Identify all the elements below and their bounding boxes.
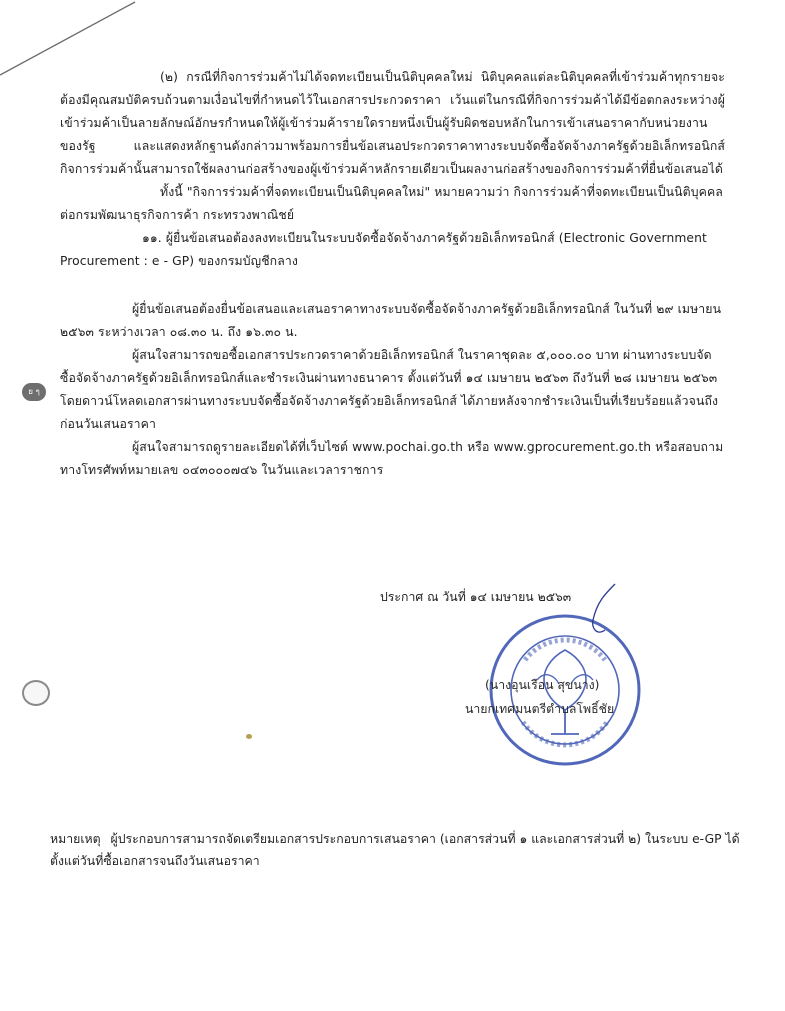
signatory-title: นายกเทศมนตรีตำบลโพธิ์ชัย	[465, 702, 615, 716]
paragraph-submission-date: ผู้ยื่นข้อเสนอต้องยื่นข้อเสนอและเสนอราคาทางระบบจัดซื้อจัดจ้างภาครัฐด้วยอิเล็กทรอนิกส์ ในวันที่ ๒๙ เมษายน ๒๕๖๓ ระหว่างเวลา ๐๘.๓๐ น. ถึง ๑๖.๓๐ น.	[60, 302, 722, 339]
paragraph-joint-venture: (๒) กรณีที่กิจการร่วมค้าไม่ได้จดทะเบียนเป็นนิติบุคคลใหม่ นิติบุคคลแต่ละนิติบุคคลที่เข้าร่วมค้าทุกรายจะต้องมีคุณสมบัติครบถ้วนตามเงื่อนไขที่กำหนดไว้ในเอกสารประกวดราคา เว้นแต่ในกรณีที่กิจการร่วมค้าได้มีข้อตกลงระหว่างผู้เข้าร่วมค้าเป็นลายลักษณ์อักษรกำหนดให้ผู้เข้าร่วมค้ารายใดรายหนึ่งเป็นผู้รับผิดชอบหลักในการเข้าเสนอราคากับหน่วยงานของรัฐ และแสดงหลักฐานดังกล่าวมาพร้อมการยื่นข้อเสนอประกวดราคาทางระบบจัดซื้อจัดจ้างภาครัฐด้วยอิเล็กทรอนิกส์ กิจการร่วมค้านั้นสามารถใช้ผลงานก่อสร้างของผู้เข้าร่วมค้าหลักรายเดียวเป็นผลงานก่อสร้างของกิจการร่วมค้าที่ยื่นข้อเสนอได้	[60, 70, 725, 176]
paragraph-purchase-documents: ผู้สนใจสามารถขอซื้อเอกสารประกวดราคาด้วยอิเล็กทรอนิกส์ ในราคาชุดละ ๕,๐๐๐.๐๐ บาท ผ่านทางระบบจัดซื้อจัดจ้างภาครัฐด้วยอิเล็กทรอนิกส์และชำระเงินผ่านทางธนาคาร ตั้งแต่วันที่ ๑๔ เมษายน ๒๕๖๓ ถึงวันที่ ๒๘ เมษายน ๒๕๖๓ โดยดาวน์โหลดเอกสารผ่านทางระบบจัดซื้อจัดจ้างภาครัฐด้วยอิเล็กทรอนิกส์ ได้ภายหลังจากชำระเงินเป็นที่เรียบร้อยแล้วจนถึงก่อนวันเสนอราคา	[60, 348, 719, 431]
paragraph-definition: ทั้งนี้ "กิจการร่วมค้าที่จดทะเบียนเป็นนิติบุคคลใหม่" หมายความว่า กิจการร่วมค้าที่จดทะเบียนเป็นนิติบุคคลต่อกรมพัฒนาธุรกิจการค้า กระทรวงพาณิชย์	[60, 185, 723, 222]
footnote-text: ผู้ประกอบการสามารถจัดเตรียมเอกสารประกอบการเสนอราคา (เอกสารส่วนที่ ๑ และเอกสารส่วนที่ ๒) ในระบบ e-GP ได้ตั้งแต่วันที่ซื้อเอกสารจนถึงวันเสนอราคา	[50, 832, 740, 868]
stray-ink-mark	[246, 734, 252, 739]
body-text	[60, 66, 725, 482]
signatory-name: (นางอุนเรือน สุขนาง)	[485, 678, 600, 692]
signature-block	[380, 588, 700, 788]
footnote-label: หมายเหตุ	[50, 832, 101, 846]
handwritten-signature	[575, 580, 635, 640]
punch-hole	[22, 680, 50, 706]
paragraph-contact: ผู้สนใจสามารถดูรายละเอียดได้ที่เว็บไซต์ www.pochai.go.th หรือ www.gprocurement.go.th หรือสอบถามทางโทรศัพท์หมายเลข ๐๔๓๐๐๐๗๔๖ ในวันและเวลาราชการ	[60, 440, 724, 477]
paragraph-egp-registration: ๑๑. ผู้ยื่นข้อเสนอต้องลงทะเบียนในระบบจัดซื้อจัดจ้างภาครัฐด้วยอิเล็กทรอนิกส์ (Electronic Government Procurement : e - GP) ของกรมบัญชีกลาง	[60, 231, 707, 268]
margin-note: ย ๆ	[22, 383, 46, 401]
announcement-date: ประกาศ ณ วันที่ ๑๔ เมษายน ๒๕๖๓	[380, 590, 572, 604]
footnote	[50, 828, 740, 872]
